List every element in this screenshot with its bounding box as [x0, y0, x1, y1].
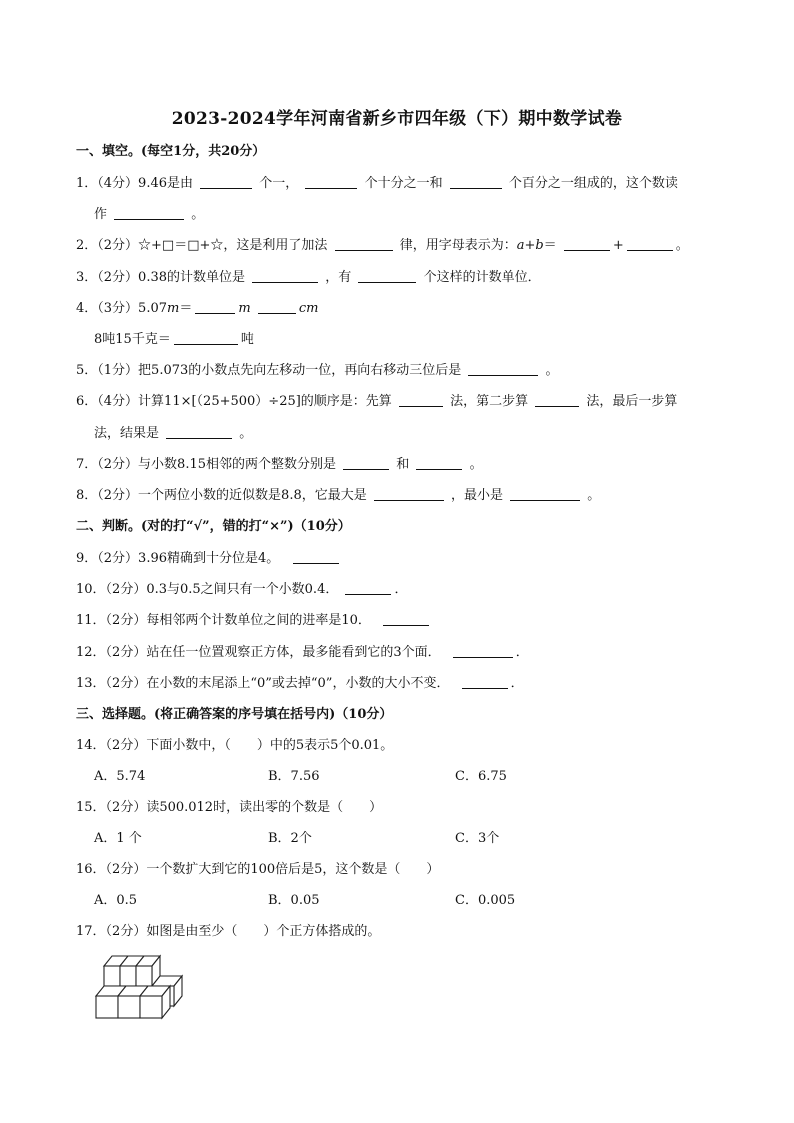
answer-blank[interactable] — [195, 301, 235, 314]
option-b[interactable]: B．2个 — [268, 831, 312, 846]
answer-blank[interactable] — [564, 238, 610, 251]
option-c[interactable]: C．0.005 — [455, 893, 516, 908]
question-11: 11．（2分）每相邻两个计数单位之间的进率是10． — [76, 613, 432, 629]
question-4-continued: 8吨15千克＝ 吨 — [94, 332, 254, 347]
cube-front-face — [136, 966, 152, 986]
answer-blank[interactable] — [416, 457, 462, 470]
answer-blank[interactable] — [343, 457, 389, 470]
question-14: 14．（2分）下面小数中，（ ）中的5表示5个0.01。 — [76, 738, 394, 753]
cube-front-face — [104, 966, 120, 986]
question-7: 7．（2分）与小数8.15相邻的两个整数分别是 和 。 — [76, 457, 483, 472]
answer-blank[interactable] — [200, 176, 252, 189]
answer-blank[interactable] — [305, 176, 357, 189]
question-2: 2．（2分）☆+□＝□+☆，这是利用了加法 律，用字母表示为：a+b＝ + 。 — [76, 238, 689, 253]
option-b[interactable]: B．7.56 — [268, 769, 320, 784]
option-c[interactable]: C．6.75 — [455, 769, 507, 784]
option-a[interactable]: A．5.74 — [94, 769, 146, 784]
question-6: 6．（4分）计算11×[（25+500）÷25]的顺序是：先算 法，第二步算 法，最后一步算 — [76, 394, 678, 409]
question-3: 3．（2分）0.38的计数单位是 ，有 个这样的计数单位． — [76, 270, 541, 285]
section-heading-fill-in: 一、填空。(每空1分，共20分） — [76, 144, 266, 159]
question-1-continued: 作 。 — [94, 207, 205, 222]
answer-blank[interactable] — [345, 582, 391, 595]
section-heading-true-false: 二、判断。(对的打“√”，错的打“×”)（10分） — [76, 519, 351, 534]
answer-blank[interactable] — [468, 363, 538, 376]
question-1: 1．（4分）9.46是由 个一， 个十分之一和 个百分之一组成的，这个数读 — [76, 176, 678, 191]
section-heading-multiple-choice: 三、选择题。(将正确答案的序号填在括号内)（10分） — [76, 707, 393, 722]
cube-stack-figure — [92, 952, 188, 1024]
answer-blank[interactable] — [358, 270, 416, 283]
answer-blank[interactable] — [383, 613, 429, 626]
option-c[interactable]: C．3个 — [455, 831, 500, 846]
question-10: 10．（2分）0.3与0.5之间只有一个小数0.4． ． — [76, 582, 408, 597]
answer-blank[interactable] — [166, 426, 232, 439]
answer-blank[interactable] — [450, 176, 502, 189]
option-a[interactable]: A．1 个 — [94, 831, 142, 846]
cube-front-face — [120, 966, 136, 986]
question-6-continued: 法，结果是 。 — [94, 426, 253, 441]
question-17: 17．（2分）如图是由至少（ ）个正方体搭成的。 — [76, 924, 381, 939]
question-8: 8．（2分）一个两位小数的近似数是8.8，它最大是 ，最小是 。 — [76, 488, 601, 503]
answer-blank[interactable] — [114, 207, 184, 220]
question-13: 13．（2分）在小数的末尾添上“0”或去掉“0”，小数的大小不变． ． — [76, 676, 524, 691]
answer-blank[interactable] — [399, 394, 443, 407]
answer-blank[interactable] — [535, 394, 579, 407]
question-15: 15．（2分）读500.012时，读出零的个数是（ ） — [76, 800, 383, 815]
answer-blank[interactable] — [252, 270, 318, 283]
page-title: 2023-2024学年河南省新乡市四年级（下）期中数学试卷 — [171, 109, 623, 129]
answer-blank[interactable] — [174, 332, 238, 345]
question-16: 16．（2分）一个数扩大到它的100倍后是5，这个数是（ ） — [76, 862, 440, 877]
cube-front-face — [140, 996, 162, 1018]
option-b[interactable]: B．0.05 — [268, 893, 320, 908]
cube-front-face — [96, 996, 118, 1018]
answer-blank[interactable] — [293, 551, 339, 564]
question-5: 5．（1分）把5.073的小数点先向左移动一位，再向右移动三位后是 。 — [76, 363, 559, 378]
question-12: 12．（2分）站在任一位置观察正方体，最多能看到它的3个面． ． — [76, 645, 529, 660]
option-a[interactable]: A．0.5 — [94, 893, 138, 908]
question-9: 9．（2分）3.96精确到十分位是4。 — [76, 551, 342, 567]
answer-blank[interactable] — [627, 238, 673, 251]
answer-blank[interactable] — [258, 301, 296, 314]
answer-blank[interactable] — [510, 488, 580, 501]
answer-blank[interactable] — [462, 676, 508, 689]
answer-blank[interactable] — [453, 645, 513, 658]
cube-front-face — [118, 996, 140, 1018]
question-4: 4．（3分）5.07m＝ m cm — [76, 301, 319, 316]
answer-blank[interactable] — [335, 238, 393, 251]
answer-blank[interactable] — [374, 488, 444, 501]
